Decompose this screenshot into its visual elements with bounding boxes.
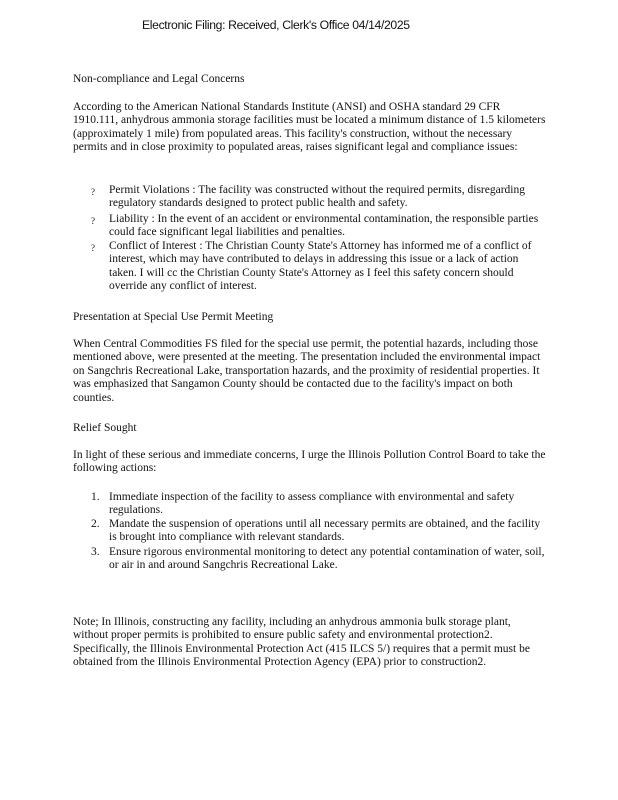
relief-item-suspension: Mandate the suspension of operations until all necessary permits are obtained, and the facility is brought into compliance with relevant standards. bbox=[109, 518, 541, 544]
list-number: 3. bbox=[91, 546, 100, 558]
section-heading-relief-sought: Relief Sought bbox=[73, 422, 137, 434]
bullet-permit-violations: Permit Violations : The facility was constructed without the required permits, disregarding regulatory standards designed to protect public health and safety. bbox=[109, 184, 525, 210]
note-paragraph: Note; In Illinois, constructing any facility, including an anhydrous ammonia bulk storage plant, without proper permits is prohibited to ensure public safety and environmental protection2. Specifically, the Illinois Environmental Protection Act (415 ILCS 5/) requires that a permit must be obtained from the Illinois Environmental Protection Agency (EPA) prior to construction2. bbox=[73, 616, 530, 669]
bullet-liability: Liability : In the event of an accident or environmental contamination, the responsible parties could face significant legal liabilities and penalties. bbox=[109, 213, 539, 239]
noncompliance-intro-paragraph: According to the American National Standards Institute (ANSI) and OSHA standard 29 CFR 1910.111, anhydrous ammonia storage facilities must be located a minimum distance of 1.5 kilometers (approximately 1 mile) from populated areas. This facility's construction, without the necessary permits and in close proximity to populated areas, raises significant legal and compliance issues: bbox=[73, 101, 546, 154]
relief-item-inspection: Immediate inspection of the facility to assess compliance with environmental and safety regulations. bbox=[109, 491, 515, 517]
bullet-conflict-of-interest: Conflict of Interest : The Christian County State's Attorney has informed me of a conflict of interest, which may have contributed to delays in addressing this issue or a lack of action taken. I will cc the Christian County State's Attorney as I feel this safety concern should override any conflict of interest. bbox=[109, 240, 532, 293]
bullet-marker: ? bbox=[91, 243, 95, 253]
bullet-marker: ? bbox=[91, 216, 95, 226]
filing-stamp-header: Electronic Filing: Received, Clerk's Office 04/14/2025 bbox=[142, 18, 410, 32]
list-number: 2. bbox=[91, 518, 100, 530]
bullet-marker: ? bbox=[91, 187, 95, 197]
list-number: 1. bbox=[91, 491, 100, 503]
section-heading-noncompliance: Non-compliance and Legal Concerns bbox=[73, 73, 245, 85]
relief-item-monitoring: Ensure rigorous environmental monitoring to detect any potential contamination of water, soil, or air in and around Sangchris Recreational Lake. bbox=[109, 546, 545, 572]
presentation-paragraph: When Central Commodities FS filed for the special use permit, the potential hazards, including those mentioned above, were presented at the meeting. The presentation included the environmental impact on Sangchris Recreational Lake, transportation hazards, and the proximity of residential properties. It was emphasized that Sangamon County should be contacted due to the facility's impact on both counties. bbox=[73, 338, 541, 404]
section-heading-presentation: Presentation at Special Use Permit Meeting bbox=[73, 311, 274, 323]
relief-intro-paragraph: In light of these serious and immediate concerns, I urge the Illinois Pollution Control Board to take the following actions: bbox=[73, 449, 546, 475]
